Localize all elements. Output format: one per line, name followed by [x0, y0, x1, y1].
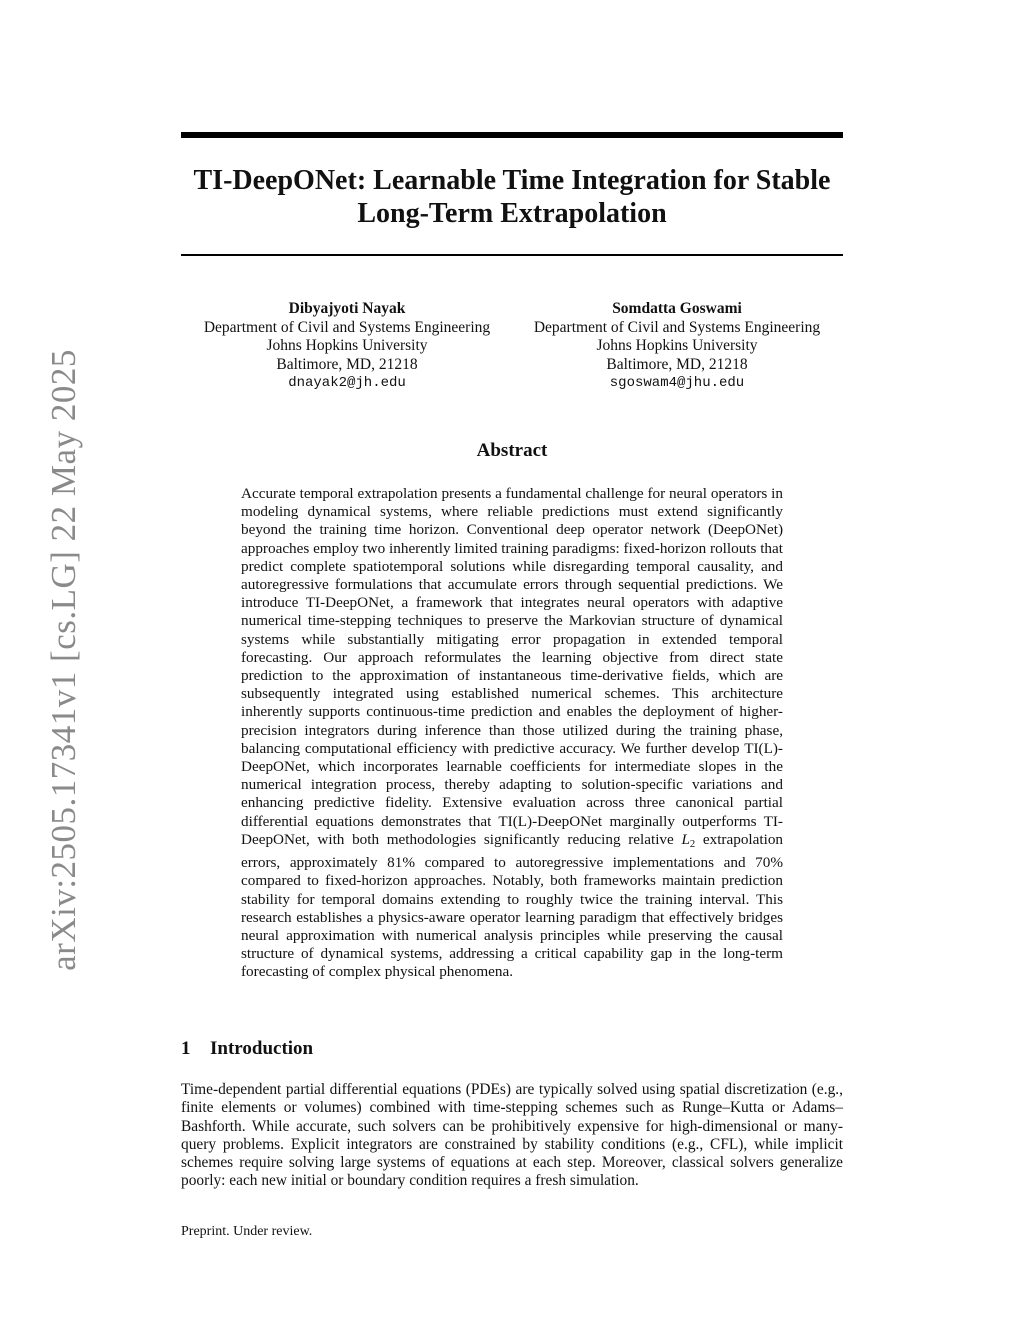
abstract-text-part-1: Accurate temporal extrapolation presents a fundamental challenge for neural operators in modeling dynamical systems, where reliable predictions must extend significantly beyond the training time horizon. Conventional deep operator network (DeepONet) approaches employ two inherently limited training paradigms: fixed-horizon rollouts that predict complete spatiotemporal solutions while disregarding temporal causality, and autoregressive formulations that accumulate errors through sequential predictions. We introduce TI-DeepONet, a framework that integrates neural operators with adaptive numerical time-stepping techniques to preserve the Markovian structure of dynamical systems while substantially mitigating error propagation in extended temporal forecasting. Our approach reformulates the learning objective from direct state prediction to the approximation of instantaneous time-derivative fields, which are subsequently integrated using established numerical schemes. This architecture inherently supports continuous-time prediction and enables the deployment of higher-precision integrators during inference than those utilized during the training phase, balancing computational efficiency with predictive accuracy. We further develop TI(L)-DeepONet, which incorporates learnable coefficients for intermediate slopes in the numerical integration process, thereby adapting to solution-specific variations and enhancing predictive fidelity. Extensive evaluation across three canonical partial differential equations demonstrates that TI(L)-DeepONet marginally outperforms TI-DeepONet, with both methodologies significantly reducing relative — [241, 485, 783, 848]
author-name: Dibyajyoti Nayak — [288, 300, 406, 317]
math-subscript: 2 — [689, 839, 696, 851]
footer-note: Preprint. Under review. — [181, 1224, 313, 1239]
author-location: Baltimore, MD, 21218 — [606, 355, 748, 373]
author-department: Department of Civil and Systems Engineering — [203, 318, 491, 336]
abstract-body — [241, 485, 783, 982]
section-title: Introduction — [210, 1038, 314, 1059]
author-block-1 — [182, 300, 512, 393]
author-block-2 — [512, 300, 842, 393]
introduction-paragraph: Time-dependent partial differential equations (PDEs) are typically solved using spatial discretization (e.g., finite elements or volumes) combined with time-stepping schemes such as Runge–Kutta or Adams–Bashforth. While accurate, such solvers can be prohibitively expensive for high-dimensional or many-query problems. Explicit integrators are constrained by stability conditions (e.g., CFL), while implicit schemes require solving large systems of equations at each step. Moreover, classical solvers generalize poorly: each new initial or boundary condition requires a fresh simulation. — [181, 1081, 843, 1190]
author-name: Somdatta Goswami — [612, 300, 742, 317]
paper-title-line-1: TI-DeepONet: Learnable Time Integration for Stable — [193, 165, 831, 196]
author-email[interactable]: sgoswam4@jhu.edu — [609, 375, 745, 391]
paper-title-line-2: Long-Term Extrapolation — [357, 198, 667, 229]
paper-title — [150, 164, 874, 230]
abstract-text-part-2: extrapolation errors, approximately 81% compared to autoregressive implementations and 70% compared to fixed-horizon approaches. Notably, both frameworks maintain prediction stability for temporal domains extending to roughly twice the training interval. This research establishes a physics-aware operator learning paradigm that effectively bridges neural approximation with numerical analysis principles while preserving the causal structure of dynamical systems, addressing a critical capability gap in the long-term forecasting of complex physical phenomena. — [241, 830, 784, 981]
section-heading-introduction — [181, 1038, 313, 1060]
author-location: Baltimore, MD, 21218 — [276, 355, 418, 373]
math-symbol: L — [681, 830, 690, 848]
author-university: Johns Hopkins University — [266, 337, 428, 354]
title-bottom-rule — [181, 254, 843, 256]
author-email[interactable]: dnayak2@jh.edu — [288, 375, 406, 391]
section-number: 1 — [181, 1038, 191, 1059]
abstract-heading: Abstract — [476, 440, 548, 461]
author-department: Department of Civil and Systems Engineering — [533, 318, 821, 336]
author-university: Johns Hopkins University — [596, 337, 758, 354]
arxiv-identifier-stamp: arXiv:2505.17341v1 [cs.LG] 22 May 2025 — [44, 349, 83, 971]
title-top-rule — [181, 132, 843, 138]
